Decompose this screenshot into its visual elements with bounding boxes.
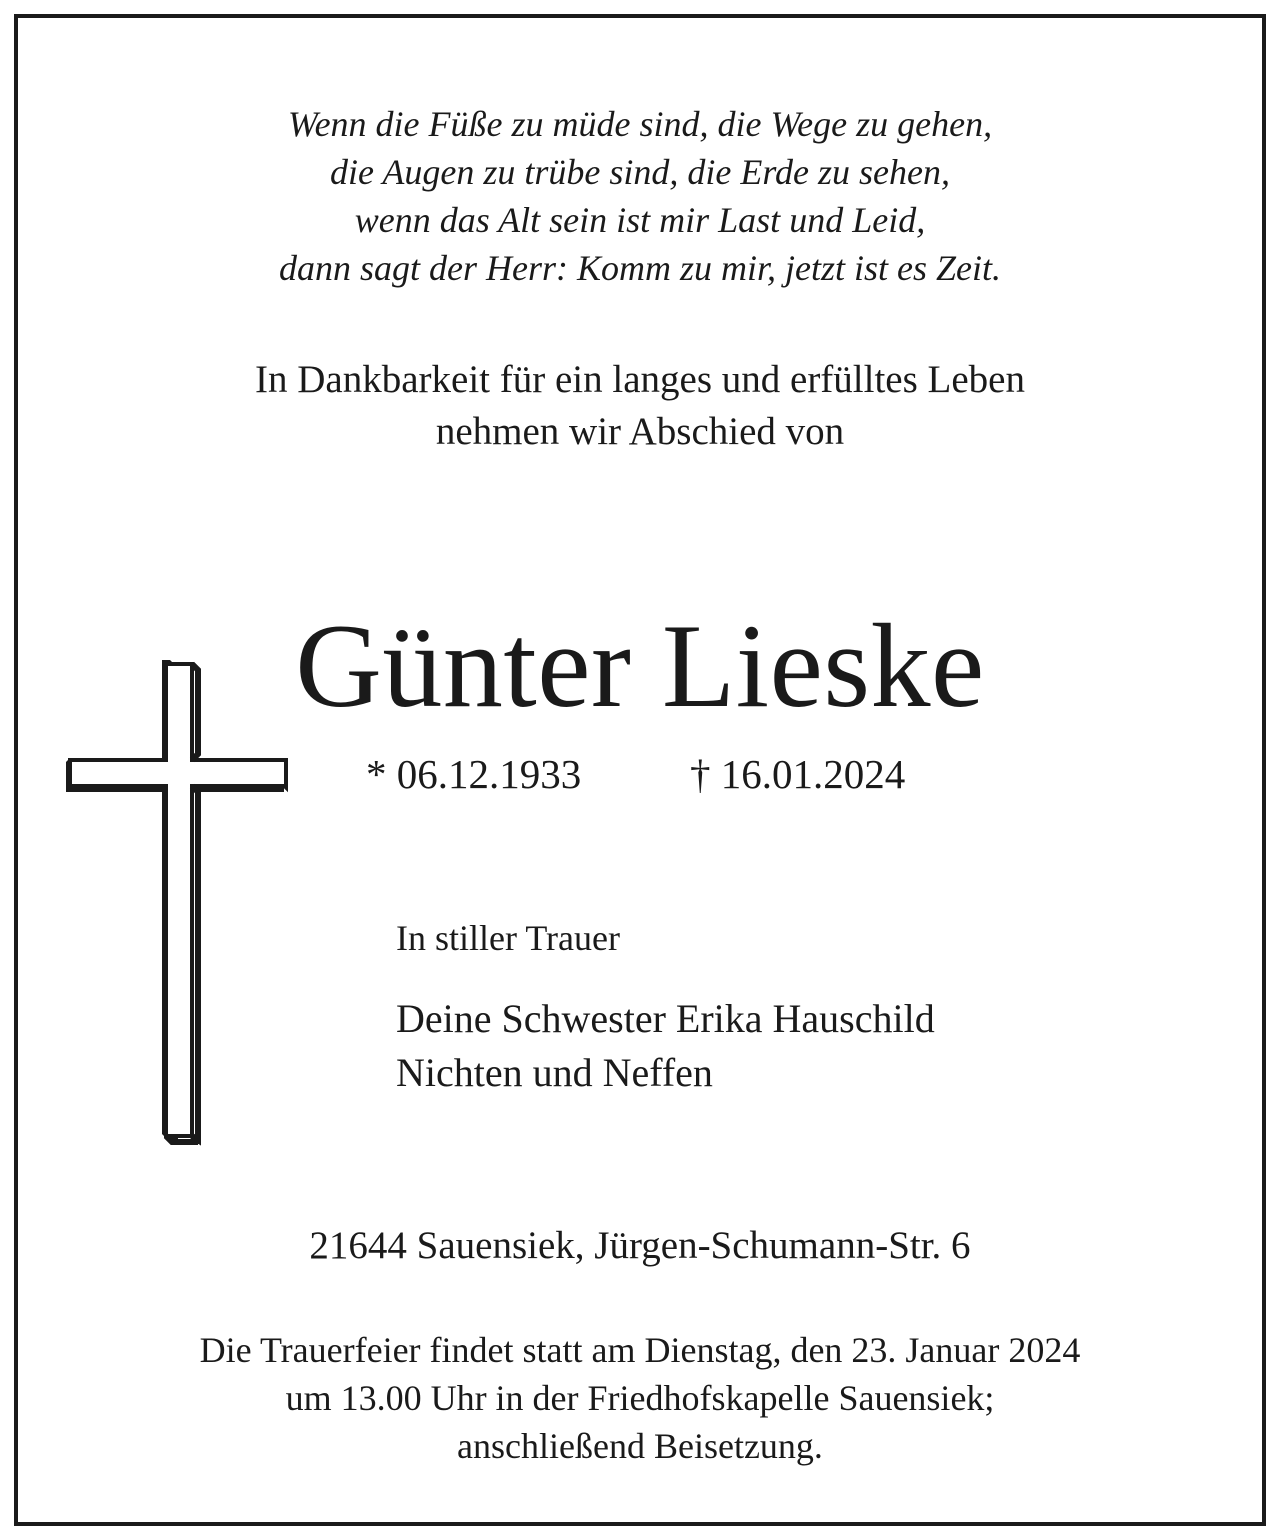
mourner-line: Nichten und Neffen bbox=[396, 1050, 713, 1095]
mourner-line: Deine Schwester Erika Hauschild bbox=[396, 996, 935, 1041]
birth-date: * 06.12.1933 bbox=[366, 751, 582, 797]
deceased-name: Günter Lieske bbox=[295, 599, 985, 732]
mourning-heading: In stiller Trauer bbox=[396, 918, 620, 958]
family-address: 21644 Sauensiek, Jürgen-Schumann-Str. 6 bbox=[309, 1224, 971, 1267]
service-line: um 13.00 Uhr in der Friedhofskapelle Sauensiek; bbox=[285, 1378, 995, 1418]
poem-verse bbox=[18, 100, 1262, 292]
cross-body bbox=[70, 664, 286, 1136]
service-line: Die Trauerfeier findet statt am Dienstag, den 23. Januar 2024 bbox=[199, 1330, 1081, 1370]
mourners-list bbox=[396, 992, 935, 1100]
poem-line: Wenn die Füße zu müde sind, die Wege zu gehen, bbox=[287, 104, 993, 144]
intro-line: In Dankbarkeit für ein langes und erfülltes Leben bbox=[255, 358, 1025, 401]
poem-line: dann sagt der Herr: Komm zu mir, jetzt ist es Zeit. bbox=[278, 248, 1002, 288]
obituary-notice bbox=[14, 14, 1266, 1526]
funeral-service-info bbox=[18, 1326, 1262, 1470]
latin-cross-icon bbox=[48, 646, 288, 1146]
death-date: † 16.01.2024 bbox=[690, 751, 906, 797]
poem-line: die Augen zu trübe sind, die Erde zu sehen, bbox=[330, 152, 950, 192]
poem-line: wenn das Alt sein ist mir Last und Leid, bbox=[354, 200, 926, 240]
service-line: anschließend Beisetzung. bbox=[457, 1426, 823, 1466]
farewell-intro bbox=[18, 354, 1262, 458]
intro-line: nehmen wir Abschied von bbox=[435, 410, 845, 453]
